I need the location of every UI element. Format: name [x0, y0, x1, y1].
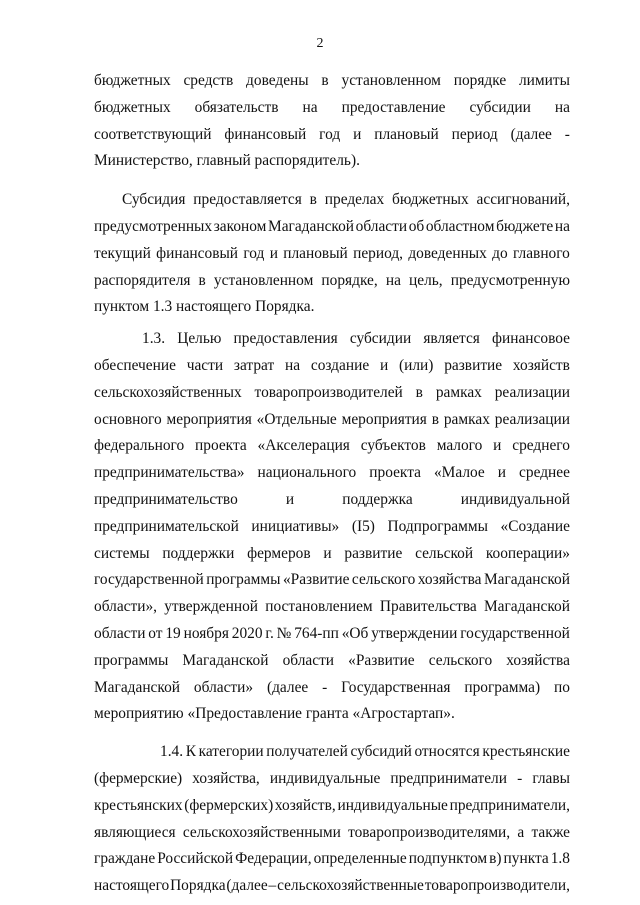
text-line: бюджетных обязательств на предоставление субсидии на: [94, 98, 570, 116]
paragraph: [94, 68, 570, 175]
text-line: текущий финансовый год и плановый период, доведенных до главного: [94, 244, 570, 262]
text-line: пунктом 1.3 настоящего Порядка.: [94, 298, 315, 316]
text-line: предпринимательской инициативы» (I5) Подпрограммы «Создание: [94, 517, 570, 535]
text-line: области от 19 ноября 2020 г. № 764-пп «Об утверждении государственной: [94, 624, 570, 642]
text-line: бюджетных средств доведены в установленном порядке лимиты: [94, 72, 570, 89]
text-line: области», утвержденной постановлением Правительства Магаданской: [94, 598, 570, 616]
text-line: Магаданской области» (далее - Государственная программа) по: [94, 678, 570, 696]
text-line: предпринимательства» национального проекта «Малое и среднее: [94, 464, 570, 482]
text-line: граждане Российской Федерации, определенные подпунктом в) пункта 1.8: [94, 850, 570, 868]
text-line: основного мероприятия «Отдельные мероприятия в рамках реализации: [94, 410, 570, 428]
text-line: предусмотренных законом Магаданской области об областном бюджете на: [94, 217, 570, 235]
document-body: [94, 68, 570, 900]
text-line: системы поддержки фермеров и развитие сельской кооперации»: [94, 544, 570, 562]
text-line: мероприятию «Предоставление гранта «Агростартап».: [94, 705, 455, 723]
text-line: 1.4. К категории получателей субсидий относятся крестьянские: [160, 743, 570, 761]
text-line: предпринимательство и поддержка индивидуальной: [94, 490, 570, 508]
text-line: соответствующий финансовый год и плановый период (далее -: [94, 125, 570, 143]
text-line: Министерство, главный распорядитель).: [94, 152, 360, 170]
paragraph: [94, 739, 570, 900]
text-line: государственной программы «Развитие сельского хозяйства Магаданской: [94, 571, 570, 589]
paragraph: [94, 187, 570, 321]
text-line: федерального проекта «Акселерация субъектов малого и среднего: [94, 437, 570, 455]
text-line: программы Магаданской области «Развитие сельского хозяйства: [94, 651, 570, 669]
page-number: 2: [316, 36, 324, 51]
text-line: (фермерские) хозяйства, индивидуальные предприниматели - главы: [94, 769, 570, 787]
text-line: распорядителя в установленном порядке, на цель, предусмотренную: [94, 271, 570, 289]
text-line: являющиеся сельскохозяйственными товаропроизводителями, а также: [94, 823, 570, 841]
text-line: Субсидия предоставляется в пределах бюджетных ассигнований,: [122, 191, 570, 209]
text-line: сельскохозяйственных товаропроизводителей в рамках реализации: [94, 383, 570, 401]
text-line: настоящего Порядка (далее – сельскохозяйственные товаропроизводители,: [94, 877, 570, 895]
text-line: обеспечение части затрат на создание и (или) развитие хозяйств: [94, 356, 570, 374]
paragraph: [94, 326, 570, 728]
text-line: 1.3. Целью предоставления субсидии является финансовое: [142, 330, 570, 348]
text-line: крестьянских (фермерских) хозяйств, индивидуальные предприниматели,: [94, 796, 570, 814]
